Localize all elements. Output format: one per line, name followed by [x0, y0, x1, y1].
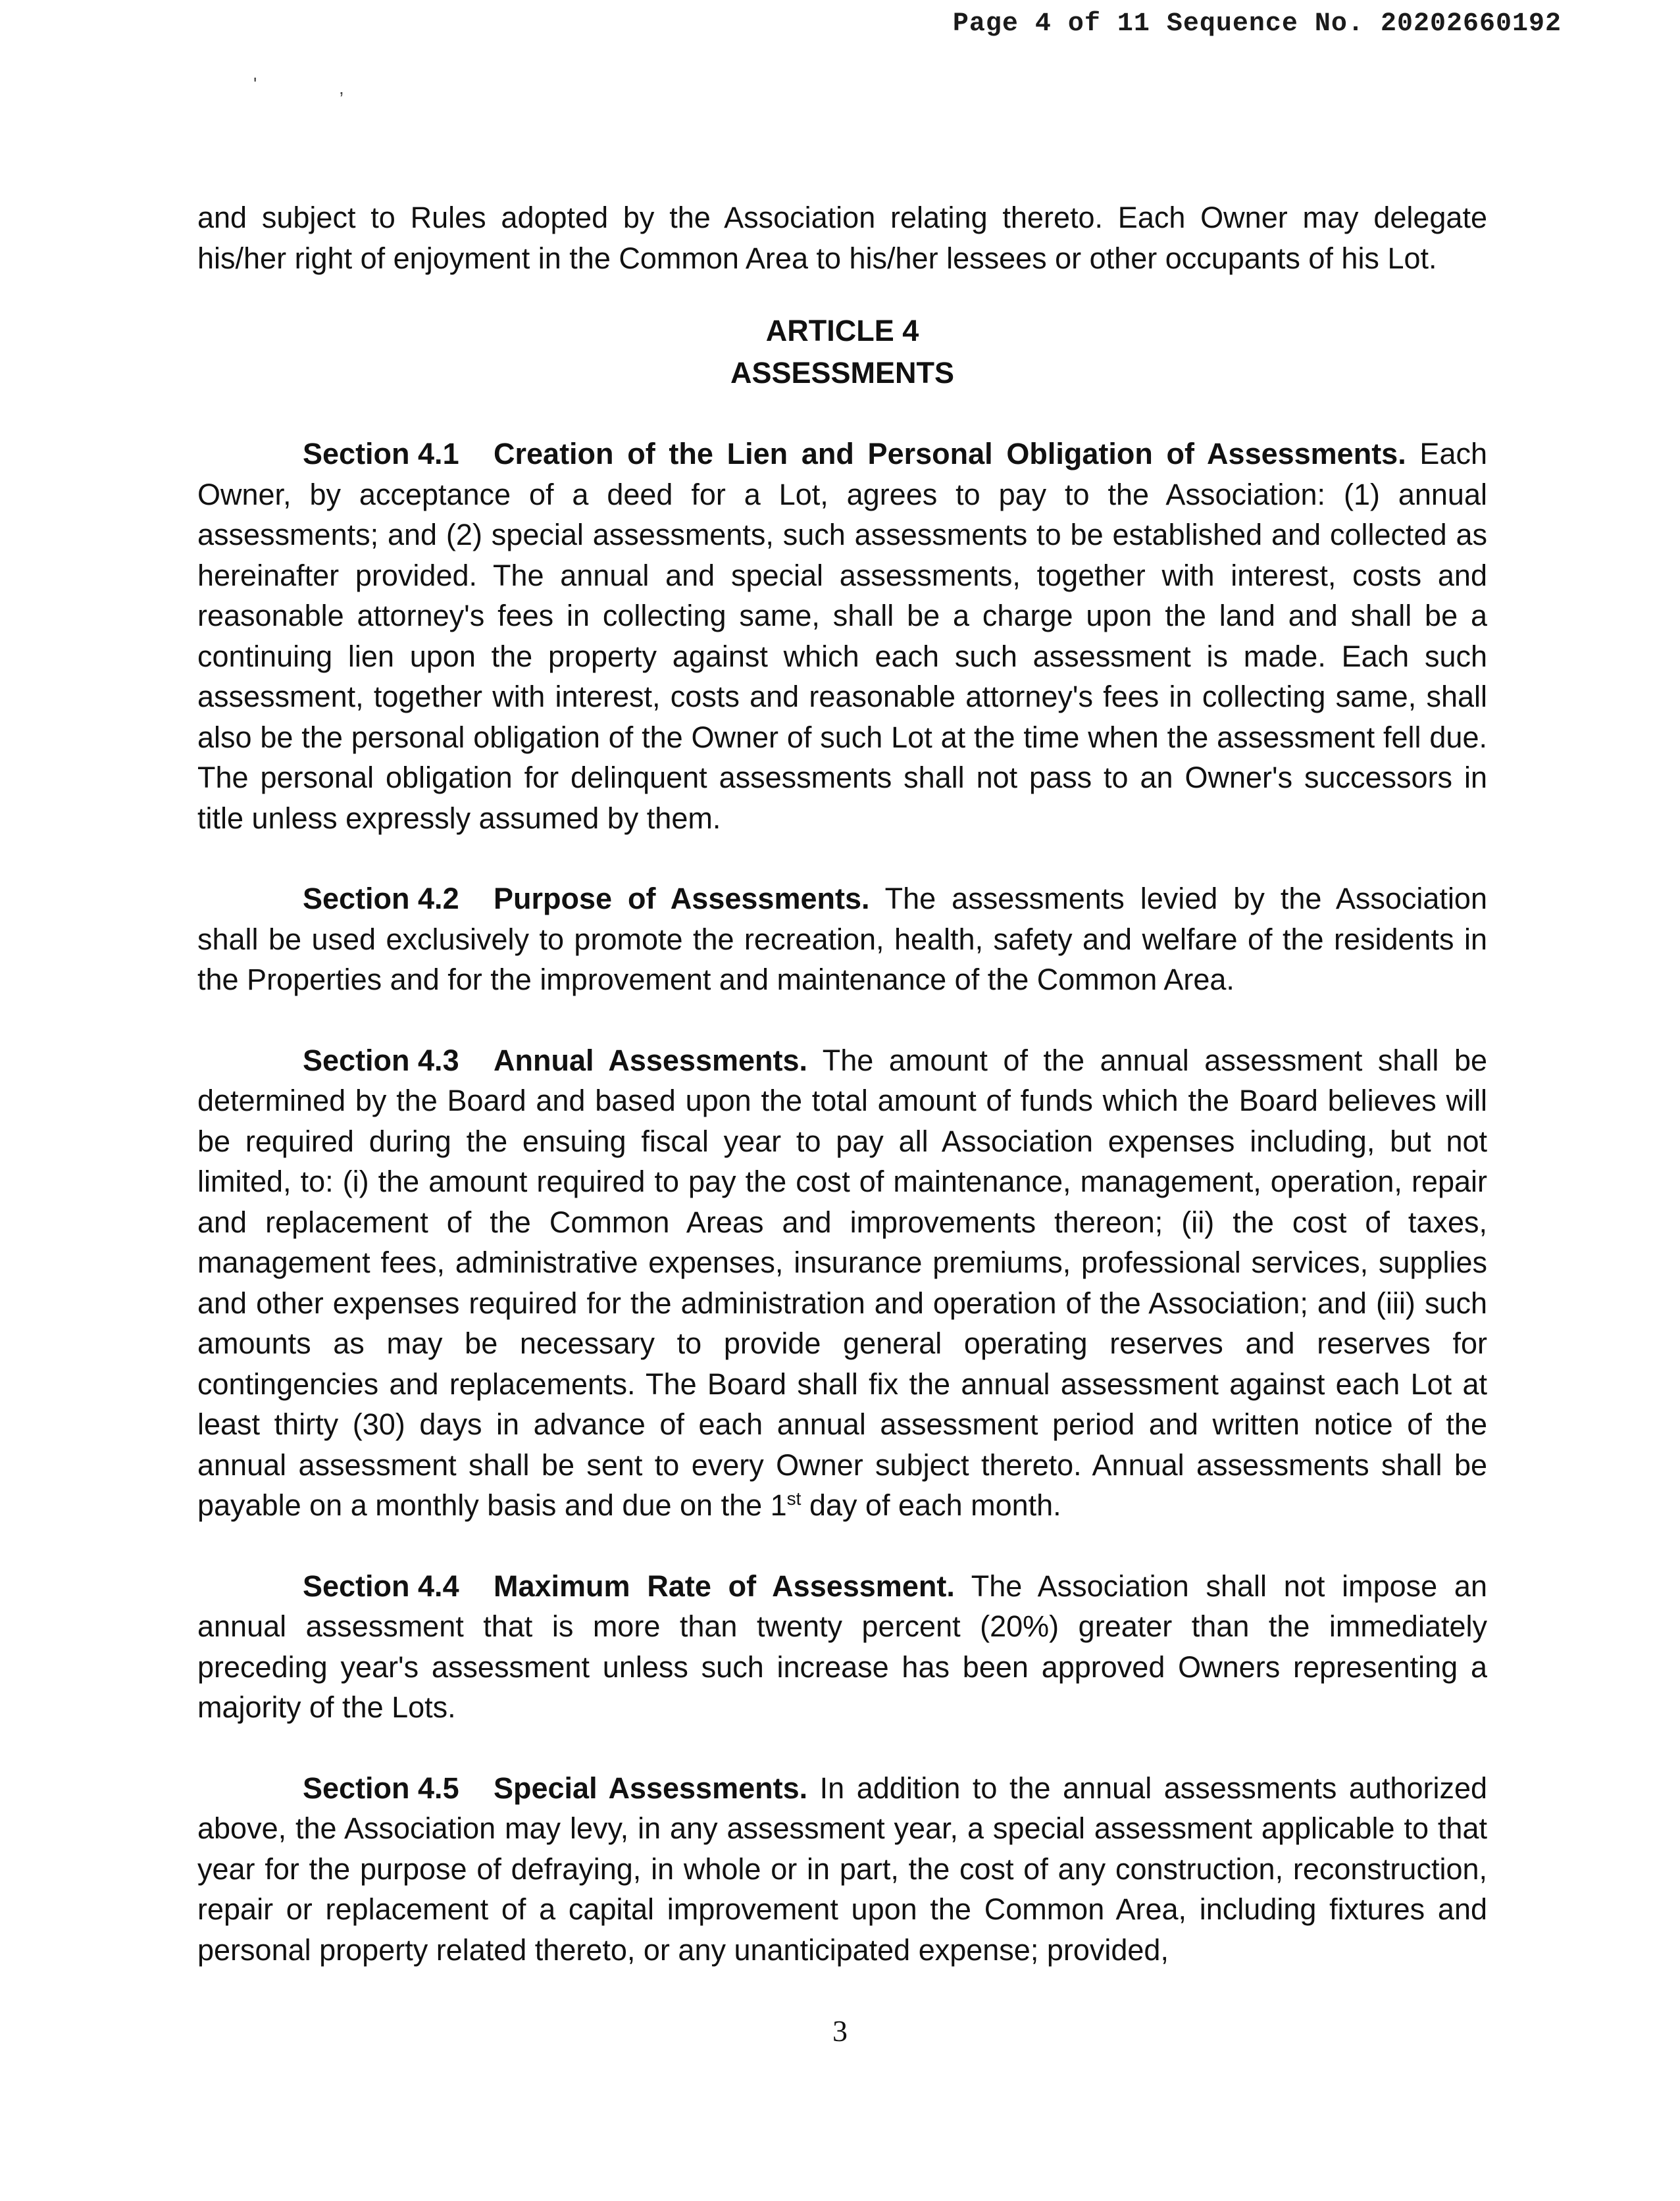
section-number: Section 4.4: [303, 1569, 459, 1603]
section-4-2: [197, 878, 1487, 1000]
sequence-stamp: Page 4 of 11 Sequence No. 20202660192: [952, 9, 1562, 39]
section-4-1: [197, 434, 1487, 838]
section-body: Each Owner, by acceptance of a deed for a Lot, agrees to pay to the Association: (1) annual assessments; and (2) special assessments, such assessments to be established and collected as hereinafter provided. The annual and special assessments, together with interest, costs and reasonable attorney's fees in collecting same, shall be a charge upon the land and shall be a continuing lien upon the property against which each such assessment is made. Each such assessment, together with interest, costs and reasonable attorney's fees in collecting same, shall also be the personal obligation of the Owner of such Lot at the time when the assessment fell due. The personal obligation for delinquent assessments shall not pass to an Owner's successors in title unless expressly assumed by them.: [197, 437, 1487, 835]
section-title: Annual Assessments.: [494, 1043, 808, 1077]
section-4-5: [197, 1768, 1487, 1971]
section-number: Section 4.3: [303, 1043, 459, 1077]
intro-paragraph: and subject to Rules adopted by the Association relating thereto. Each Owner may delegate his/her right of enjoyment in the Common Area to his/her lessees or other occupants of his Lot.: [197, 201, 1487, 275]
section-body: In addition to the annual assessments authorized above, the Association may levy, in any assessment year, a special assessment applicable to that year for the purpose of defraying, in whole or in part, the cost of any construction, reconstruction, repair or replacement of a capital improvement upon the Common Area, including fixtures and personal property related thereto, or any unanticipated expense; provided,: [197, 1771, 1488, 1967]
section-title: Purpose of Assessments.: [494, 882, 870, 915]
section-number: Section 4.2: [303, 882, 459, 915]
article-heading: [197, 310, 1487, 394]
section-body-tail: day of each month.: [801, 1488, 1061, 1522]
section-body: The assessments levied by the Association shall be used exclusively to promote the recreation, health, safety and welfare of the residents in the Properties and for the improvement and maintenance of the Common Area.: [197, 882, 1487, 996]
section-4-4: [197, 1566, 1487, 1728]
section-body: The Association shall not impose an annual assessment that is more than twenty percent (20%) greater than the immediately preceding year's assessment unless such increase has been approved Owners representing a majority of the Lots.: [197, 1569, 1487, 1724]
section-number: Section 4.1: [303, 437, 459, 470]
section-title: Maximum Rate of Assessment.: [494, 1569, 955, 1603]
stray-mark: ': [253, 74, 257, 94]
section-number: Section 4.5: [303, 1771, 459, 1805]
article-title: ASSESSMENTS: [730, 356, 955, 390]
page-number: 3: [832, 2014, 848, 2048]
stray-mark: ,: [339, 78, 344, 98]
section-4-3: [197, 1040, 1487, 1526]
stray-marks: [253, 74, 344, 98]
section-title: Special Assessments.: [494, 1771, 808, 1805]
article-number: ARTICLE 4: [765, 314, 919, 347]
section-body: The amount of the annual assessment shall be determined by the Board and based upon the total amount of funds which the Board believes will be required during the ensuing fiscal year to pay all Association expenses including, but not limited, to: (i) the amount required to pay the cost of maintenance, management, operation, repair and replacement of the Common Areas and improvements thereon; (ii) the cost of taxes, management fees, administrative expenses, insurance premiums, professional services, supplies and other expenses required for the administration and operation of the Association; and (iii) such amounts as may be necessary to provide general operating reserves and reserves for contingencies and replacements. The Board shall fix the annual assessment against each Lot at least thirty (30) days in advance of each annual assessment period and written notice of the annual assessment shall be sent to every Owner subject thereto. Annual assessments shall be payable on a monthly basis and due on the 1: [197, 1043, 1487, 1522]
section-title: Creation of the Lien and Personal Obligation of Assessments.: [494, 437, 1406, 470]
document-body: [197, 197, 1487, 1970]
ordinal-suffix: st: [786, 1488, 802, 1509]
